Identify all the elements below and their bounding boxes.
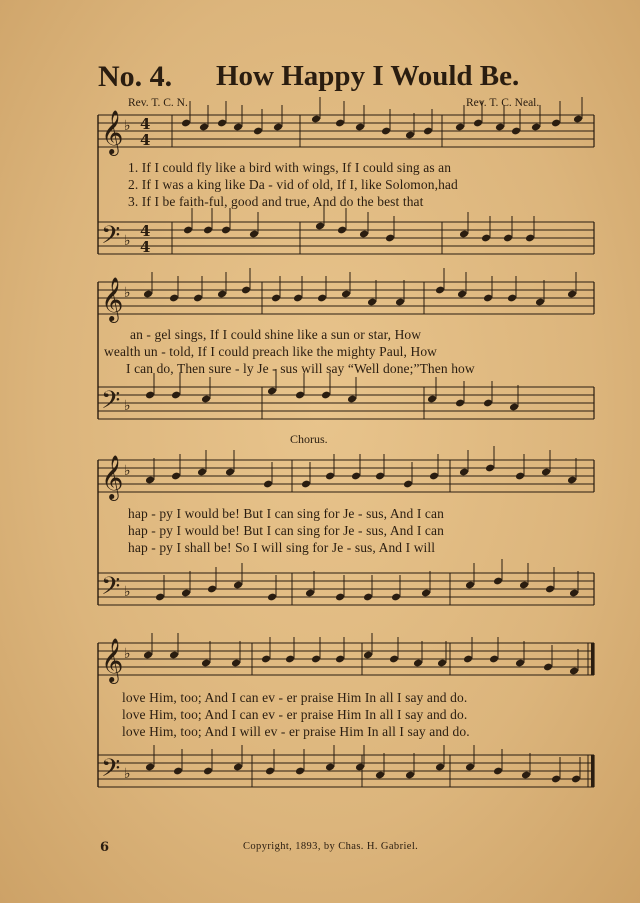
flat-sign-icon: ♭ xyxy=(124,398,131,414)
flat-sign-icon: ♭ xyxy=(124,285,131,301)
lyric-verse-1-line-1: 1. If I could fly like a bird with wings, If I could sing as an xyxy=(128,160,452,175)
treble-clef-icon: 𝄞 xyxy=(101,455,124,499)
lyric-chorus-2-line-1: hap - py I would be! But I can sing for Je - sus, And I can xyxy=(128,523,444,538)
page-number: 6 xyxy=(100,840,110,855)
flat-sign-icon: ♭ xyxy=(124,584,131,600)
lyric-verse-2-line-2: wealth un - told, If I could preach like the mighty Paul, How xyxy=(104,344,438,359)
treble-clef-icon: 𝄞 xyxy=(101,277,124,321)
time-signature: 4 xyxy=(140,131,151,149)
hymn-title: How Happy I Would Be. xyxy=(216,60,520,92)
bass-clef-icon: 𝄢 xyxy=(101,754,121,789)
lyric-verse-1-line-2: an - gel sings, If I could shine like a sun or star, How xyxy=(130,327,422,342)
treble-clef-icon: 𝄞 xyxy=(101,110,124,154)
bass-clef-icon: 𝄢 xyxy=(101,572,121,607)
flat-sign-icon: ♭ xyxy=(124,233,131,249)
flat-sign-icon: ♭ xyxy=(124,463,131,479)
lyric-chorus-3-line-2: love Him, too; And I will ev - er praise Him In all I say and do. xyxy=(122,724,470,739)
final-barline xyxy=(591,643,594,675)
flat-sign-icon: ♭ xyxy=(124,766,131,782)
lyric-chorus-2-line-2: love Him, too; And I can ev - er praise Him In all I say and do. xyxy=(122,707,468,722)
composer-credit: Rev. T. C. Neal. xyxy=(466,97,540,109)
treble-clef-icon: 𝄞 xyxy=(101,638,124,682)
lyric-verse-3-line-2: I can do, Then sure - ly Je - sus will say “Well done;”Then how xyxy=(126,361,475,376)
time-signature: 4 xyxy=(140,222,151,240)
lyric-verse-3-line-1: 3. If I be faith-ful, good and true, And do the best that xyxy=(128,194,424,209)
lyric-verse-2-line-1: 2. If I was a king like Da - vid of old, If I, like Solomon,had xyxy=(128,177,458,192)
flat-sign-icon: ♭ xyxy=(124,646,131,662)
lyricist-credit: Rev. T. C. N. xyxy=(128,97,188,109)
bass-clef-icon: 𝄢 xyxy=(101,221,121,256)
lyric-chorus-1-line-2: love Him, too; And I can ev - er praise Him In all I say and do. xyxy=(122,690,468,705)
time-signature: 4 xyxy=(140,238,151,256)
copyright-notice: Copyright, 1893, by Chas. H. Gabriel. xyxy=(243,841,419,852)
lyric-chorus-3-line-1: hap - py I shall be! So I will sing for Je - sus, And I will xyxy=(128,540,436,555)
bass-clef-icon: 𝄢 xyxy=(101,386,121,421)
lyric-chorus-1-line-1: hap - py I would be! But I can sing for Je - sus, And I can xyxy=(128,506,444,521)
chorus-label: Chorus. xyxy=(290,432,328,446)
time-signature: 4 xyxy=(140,115,151,133)
final-barline xyxy=(591,755,594,787)
flat-sign-icon: ♭ xyxy=(124,118,131,134)
hymn-number: No. 4. xyxy=(98,60,173,93)
